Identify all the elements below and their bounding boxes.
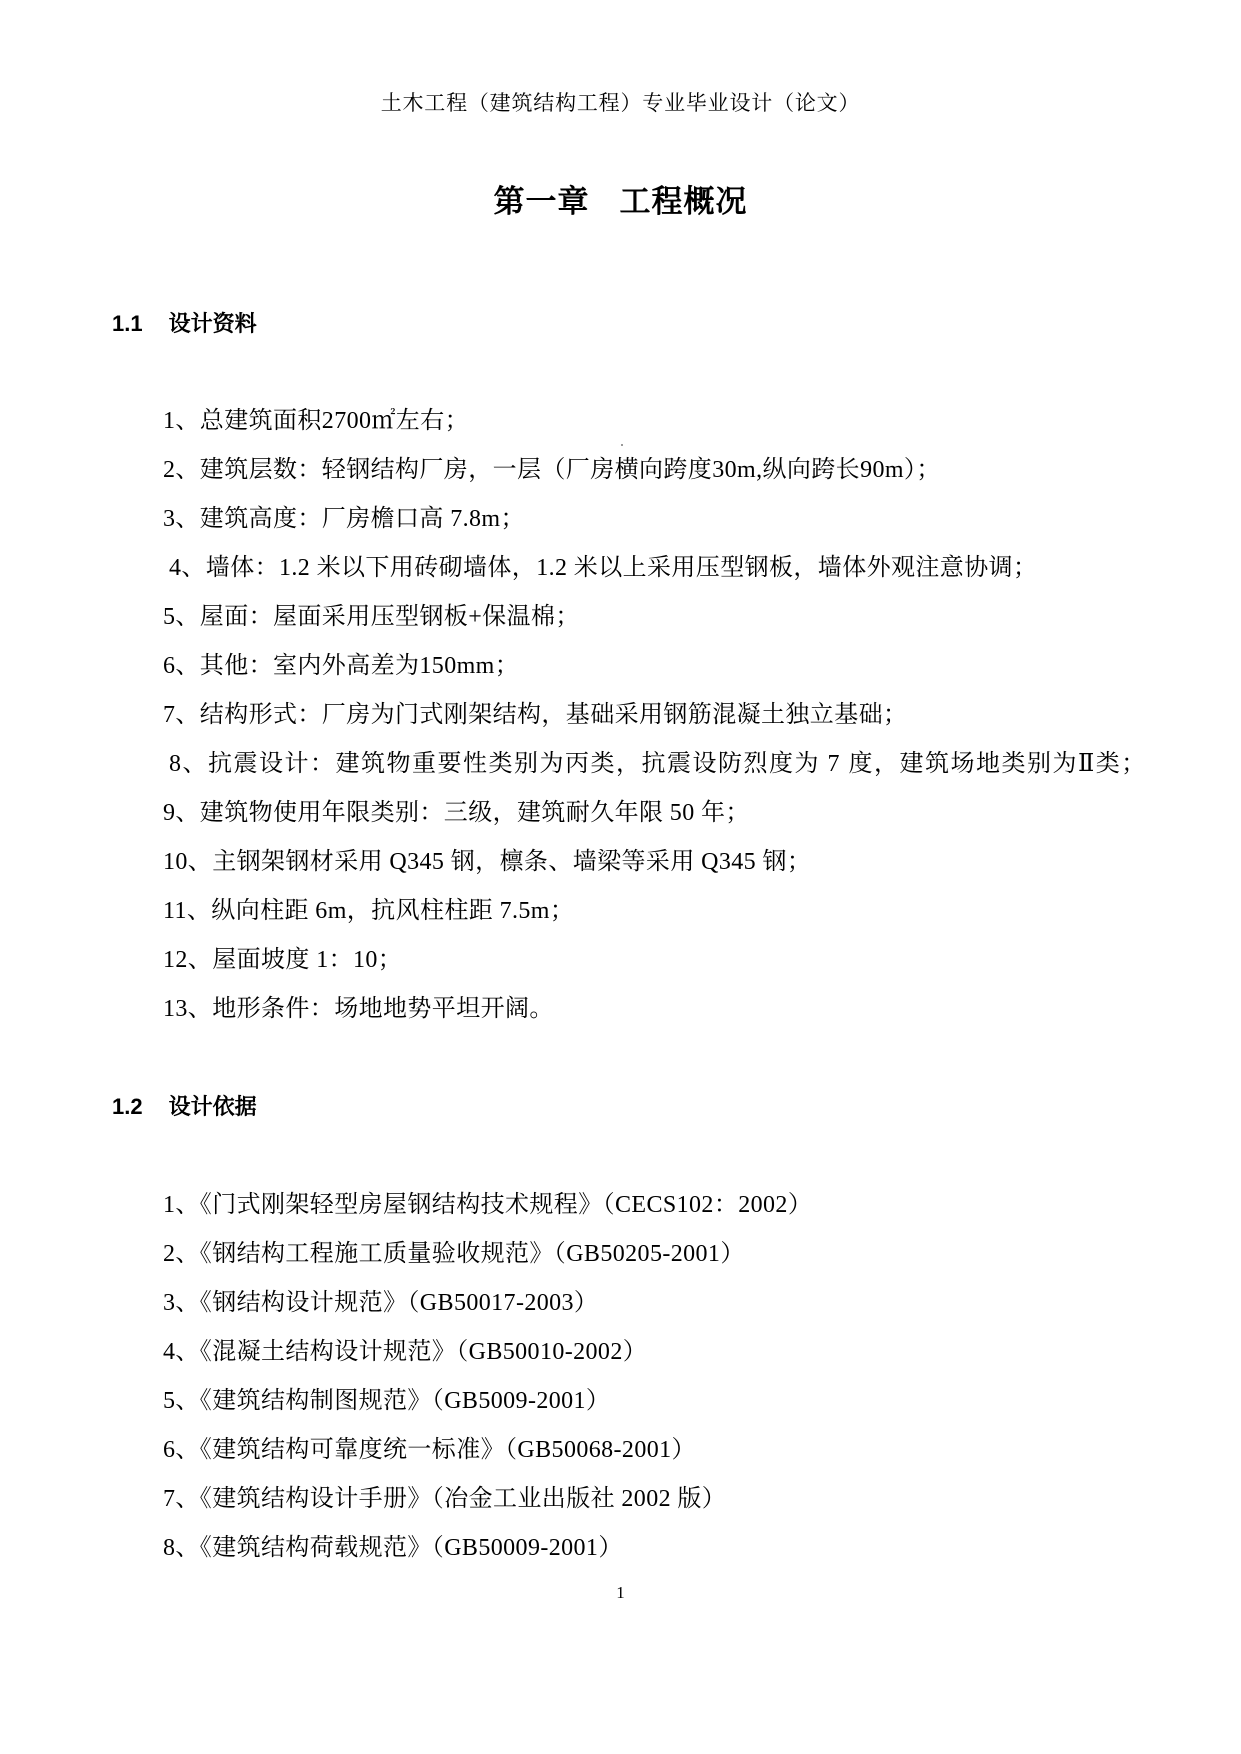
list-item: 4、《混凝土结构设计规范》（GB50010-2002） <box>163 1339 648 1365</box>
list-item: 10、主钢架钢材采用 Q345 钢，檩条、墙梁等采用 Q345 钢； <box>163 849 812 875</box>
chapter-name: 工程概况 <box>619 184 748 219</box>
section-heading-design-basis <box>112 1094 257 1120</box>
list-item: 5、《建筑结构制图规范》（GB5009-2001） <box>163 1388 611 1414</box>
list-item: 3、建筑高度：厂房檐口高 7.8m； <box>163 506 525 532</box>
list-item: 6、《建筑结构可靠度统一标准》（GB50068-2001） <box>163 1437 696 1463</box>
chapter-title <box>0 183 1241 221</box>
page-number: 1 <box>616 1583 625 1602</box>
list-item: 1、《门式刚架轻型房屋钢结构技术规程》（CECS102：2002） <box>163 1192 813 1218</box>
list-item: 9、建筑物使用年限类别：三级，建筑耐久年限 50 年； <box>163 800 750 826</box>
list-item: 6、其他：室内外高差为150mm； <box>163 653 520 679</box>
list-item: 1、总建筑面积2700㎡左右； <box>163 408 469 434</box>
list-item: 13、地形条件：场地地势平坦开阔。 <box>163 996 554 1022</box>
section-title: 设计资料 <box>168 311 257 336</box>
list-item: 8、抗震设计：建筑物重要性类别为丙类，抗震设防烈度为 7 度，建筑场地类别为Ⅱ类； <box>169 751 1147 777</box>
list-item: 8、《建筑结构荷载规范》（GB50009-2001） <box>163 1535 623 1561</box>
list-item: 7、《建筑结构设计手册》（冶金工业出版社 2002 版） <box>163 1486 727 1512</box>
list-item: 2、建筑层数：轻钢结构厂房，一层（厂房横向跨度30m,纵向跨长90m）； <box>163 457 941 483</box>
design-data-list <box>163 397 1147 1034</box>
running-header: 土木工程（建筑结构工程）专业毕业设计（论文） <box>380 91 861 115</box>
list-item: 7、结构形式：厂房为门式刚架结构，基础采用钢筋混凝土独立基础； <box>163 702 908 728</box>
list-item: 2、《钢结构工程施工质量验收规范》（GB50205-2001） <box>163 1241 745 1267</box>
section-title: 设计依据 <box>168 1094 257 1119</box>
section-heading-design-data <box>112 311 257 337</box>
list-item: 11、纵向柱距 6m，抗风柱柱距 7.5m； <box>163 898 575 924</box>
design-basis-list <box>163 1181 812 1573</box>
list-item: 5、屋面：屋面采用压型钢板+保温棉； <box>163 604 580 630</box>
section-number: 1.2 <box>112 1094 143 1119</box>
list-item: 4、墙体：1.2 米以下用砖砌墙体，1.2 米以上采用压型钢板，墙体外观注意协调； <box>169 555 1038 581</box>
list-item: 3、《钢结构设计规范》（GB50017-2003） <box>163 1290 599 1316</box>
list-item: 12、屋面坡度 1：10； <box>163 947 403 973</box>
chapter-label: 第一章 <box>493 184 590 219</box>
section-number: 1.1 <box>112 311 143 336</box>
